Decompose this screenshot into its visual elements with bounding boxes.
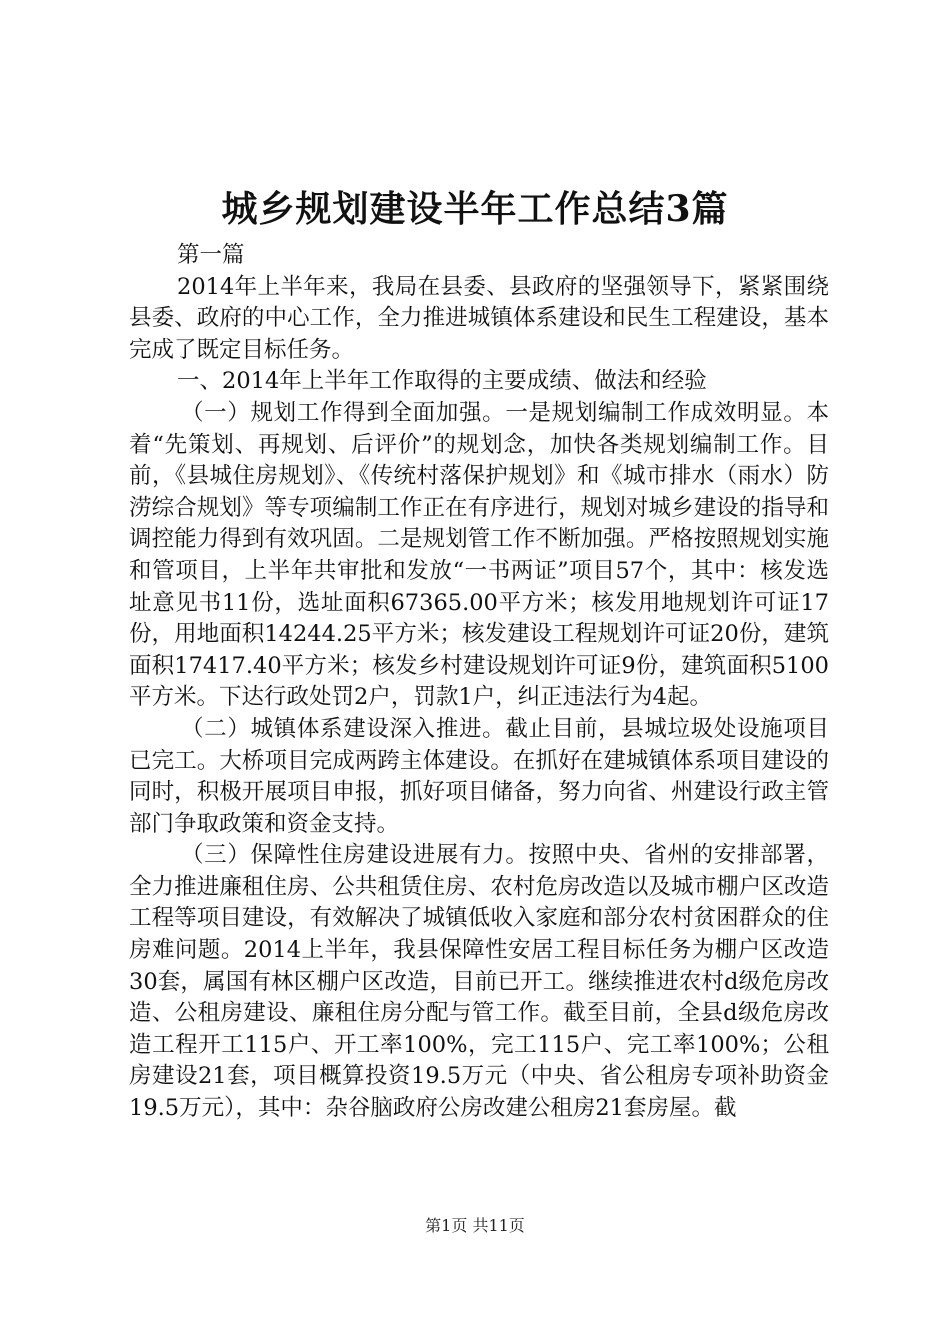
intro-paragraph: 2014年上半年来，我局在县委、县政府的坚强领导下，紧紧围绕县委、政府的中心工作，全力推进城镇体系建设和民生工程建设，基本完成了既定目标任务。 bbox=[129, 273, 829, 363]
page-number: 第1页 共11页 bbox=[425, 1216, 525, 1235]
document-title: 城乡规划建设半年工作总结3篇 bbox=[221, 188, 729, 230]
section-label: 第一篇 bbox=[177, 242, 245, 268]
paragraph-housing: （三）保障性住房建设进展有力。按照中央、省州的安排部署，全力推进廉租住房、公共租赁住房、农村危房改造以及城市棚户区改造工程等项目建设，有效解决了城镇低收入家庭和部分农村贫困群众的住房难问题。2014上半年，我县保障性安居工程目标任务为棚户区改造30套，属国有林区棚户区改造，目前已开工。继续推进农村d级危房改造、公租房建设、廉租住房分配与管工作。截至目前，全县d级危房改造工程开工115户、开工率100%，完工115户、完工率100%；公租房建设21套，项目概算投资19.5万元（中央、省公租房专项补助资金19.5万元），其中：杂谷脑政府公房改建公租房21套房屋。截 bbox=[129, 842, 829, 1122]
section-heading: 一、2014年上半年工作取得的主要成绩、做法和经验 bbox=[177, 368, 707, 395]
document-body bbox=[129, 240, 829, 1125]
paragraph-planning: （一）规划工作得到全面加强。一是规划编制工作成效明显。本着“先策划、再规划、后评价”的规划念，加快各类规划编制工作。目前，《县城住房规划》、《传统村落保护规划》和《城市排水（雨水）防涝综合规划》等专项编制工作正在有序进行，规划对城乡建设的指导和调控能力得到有效巩固。二是规划管工作不断加强。严格按照规划实施和管项目，上半年共审批和发放“一书两证”项目57个，其中：核发选址意见书11份，选址面积67365.00平方米；核发用地规划许可证17份，用地面积14244.25平方米；核发建设工程规划许可证20份，建筑面积17417.40平方米；核发乡村建设规划许可证9份，建筑面积5100平方米。下达行政处罚2户，罚款1户，纠正违法行为4起。 bbox=[129, 399, 829, 711]
paragraph-town-system: （二）城镇体系建设深入推进。截止目前，县城垃圾处设施项目已完工。大桥项目完成两跨主体建设。在抓好在建城镇体系项目建设的同时，积极开展项目申报，抓好项目储备，努力向省、州建设行政主管部门争取政策和资金支持。 bbox=[129, 715, 829, 837]
